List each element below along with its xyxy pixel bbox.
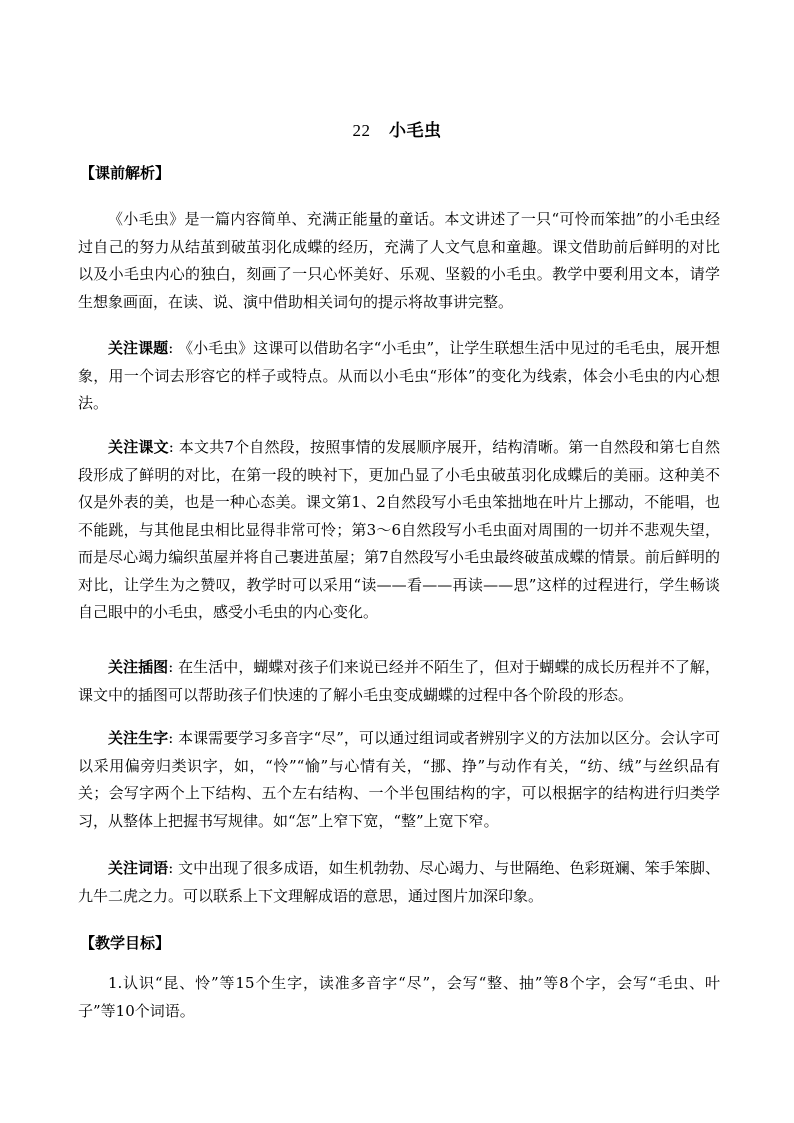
lesson-title-text: 小毛虫 (388, 121, 442, 141)
text-lead: 关注课文 (108, 438, 169, 456)
text-sep: : (168, 438, 179, 456)
analysis-heading: 【课前解析】 (80, 164, 171, 182)
lesson-number: 22 (352, 121, 371, 140)
text-paragraph (78, 434, 720, 627)
characters-paragraph (78, 725, 720, 835)
illustration-paragraph (78, 654, 720, 709)
lesson-title (0, 116, 794, 141)
illus-sep: : (168, 658, 179, 676)
intro-paragraph: 《小毛虫》是一篇内容简单、充满正能量的童话。本文讲述了一只“可怜而笨拙”的小毛虫经过自己的努力从结茧到破茧羽化成蝶的经历，充满了人文气息和童趣。课文借助前后鲜明的对比以及小毛虫内心的独白，刻画了一只心怀美好、乐观、坚毅的小毛虫。教学中要利用文本，请学生想象画面，在读、说、演中借助相关词句的提示将故事讲完整。 (78, 210, 720, 311)
topic-sep: : (168, 339, 179, 357)
words-sep: : (168, 859, 179, 877)
words-lead: 关注词语 (108, 859, 169, 877)
topic-lead: 关注课题 (108, 339, 169, 357)
goal-1: 1.认识“昆、怜”等15个生字，读准多音字“尽”，会写“整、抽”等8个字，会写“毛虫、叶子”等10个词语。 (78, 974, 720, 1020)
topic-paragraph (78, 335, 720, 418)
topic-body: 《小毛虫》这课可以借助名字“小毛虫”，让学生联想生活中见过的毛毛虫，展开想象，用一个词去形容它的样子或特点。从而以小毛虫“形体”的变化为线索，体会小毛虫的内心想法。 (78, 339, 720, 412)
words-body: 文中出现了很多成语，如生机勃勃、尽心竭力、与世隔绝、色彩斑斓、笨手笨脚、九牛二虎之力。可以联系上下文理解成语的意思，通过图片加深印象。 (78, 859, 720, 905)
illus-body: 在生活中，蝴蝶对孩子们来说已经并不陌生了，但对于蝴蝶的成长历程并不了解，课文中的插图可以帮助孩子们快速的了解小毛虫变成蝴蝶的过程中各个阶段的形态。 (78, 658, 720, 704)
chars-body: 本课需要学习多音字“尽”，可以通过组词或者辨别字义的方法加以区分。会认字可以采用偏旁归类识字，如，“怜”“愉”与心情有关，“挪、挣”与动作有关，“纺、绒”与丝织品有关；会写字两个上下结构、五个左右结构、一个半包围结构的字，可以根据字的结构进行归类学习，从整体上把握书写规律。如“怎”上窄下宽，“整”上宽下窄。 (78, 729, 720, 830)
illus-lead: 关注插图 (108, 658, 169, 676)
goals-heading: 【教学目标】 (80, 934, 171, 952)
chars-lead: 关注生字 (108, 729, 169, 747)
words-paragraph (78, 855, 720, 910)
chars-sep: : (168, 729, 179, 747)
text-body: 本文共7个自然段，按照事情的发展顺序展开，结构清晰。第一自然段和第七自然段形成了鲜明的对比，在第一段的映衬下，更加凸显了小毛虫破茧羽化成蝶后的美丽。这种美不仅是外表的美，也是一种心态美。课文第1、2自然段写小毛虫笨拙地在叶片上挪动，不能唱，也不能跳，与其他昆虫相比显得非常可怜；第3～6自然段写小毛虫面对周围的一切并不悲观失望，而是尽心竭力编织茧屋并将自己裹进茧屋；第7自然段写小毛虫最终破茧成蝶的情景。前后鲜明的对比，让学生为之赞叹，教学时可以采用“读——看——再读——思”这样的过程进行，学生畅谈自己眼中的小毛虫，感受小毛虫的内心变化。 (78, 438, 720, 621)
